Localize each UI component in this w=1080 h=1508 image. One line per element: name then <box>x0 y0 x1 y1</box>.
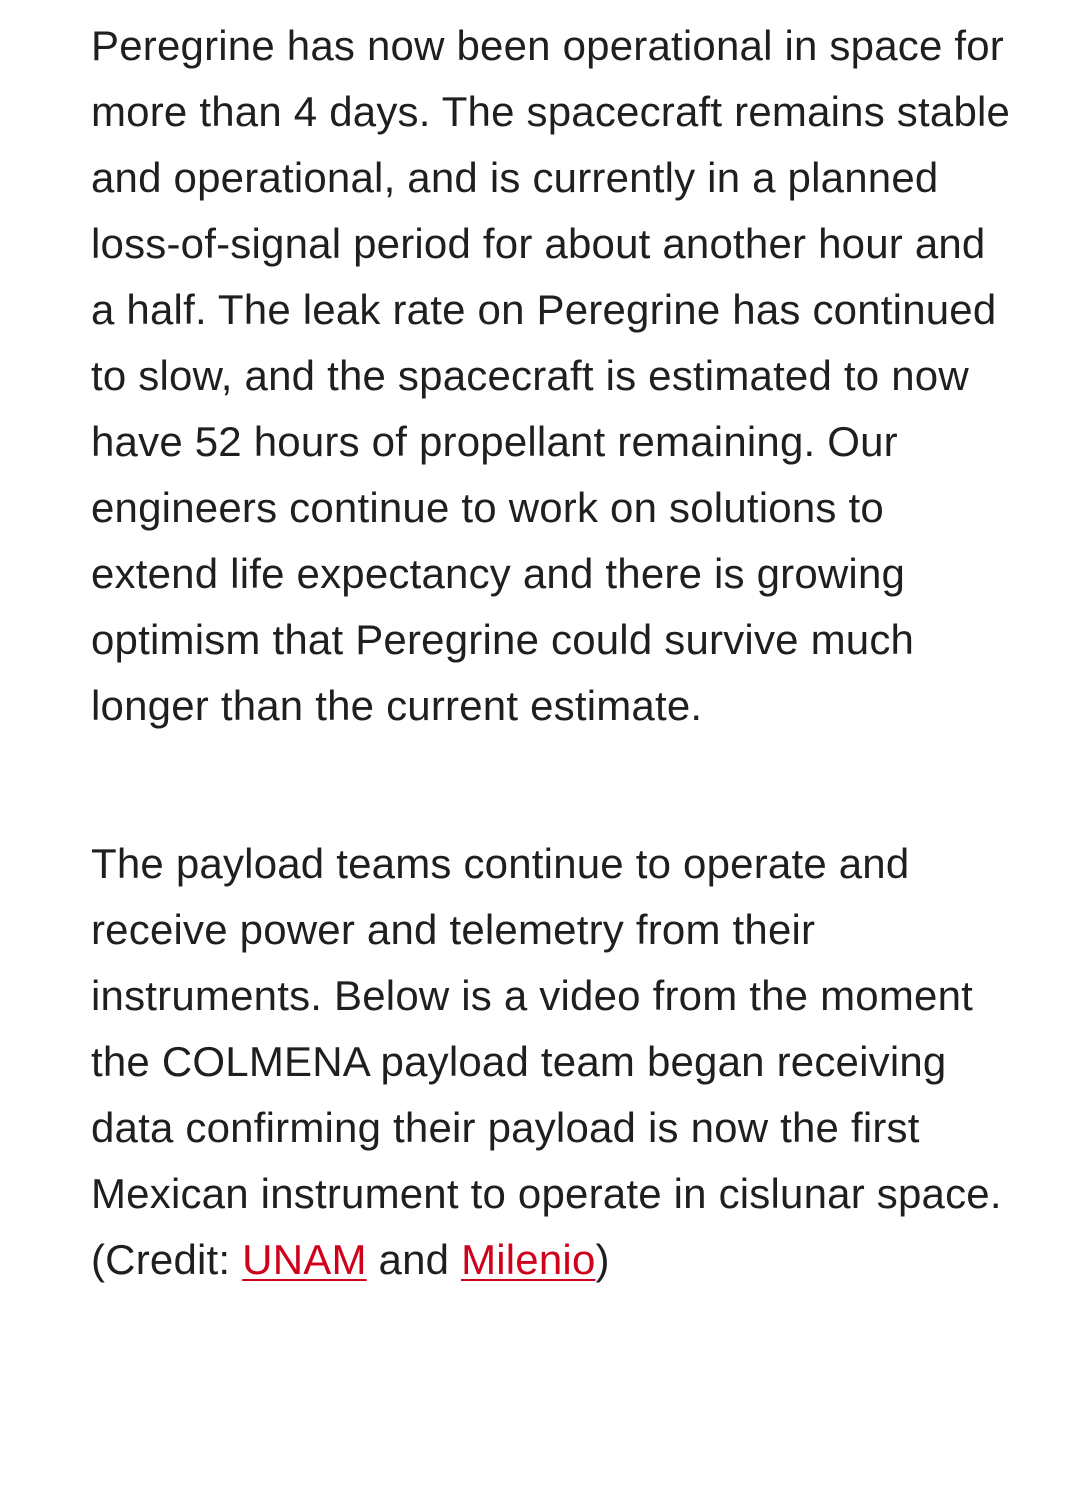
credit-middle: and <box>366 1236 462 1283</box>
credit-suffix: ) <box>595 1236 610 1283</box>
milenio-link[interactable]: Milenio <box>461 1236 596 1283</box>
credit-prefix: (Credit: <box>91 1236 243 1283</box>
unam-link[interactable]: UNAM <box>242 1236 367 1283</box>
paragraph-payload-teams <box>91 831 1011 1293</box>
paragraph-payload-text: The payload teams continue to operate and receive power and telemetry from their instruments. Below is a video from the moment the COLMENA payload team began receiving data confirming their payload is now the first Mexican instrument to operate in cislunar space. <box>91 840 1002 1217</box>
article-body <box>91 13 1011 1293</box>
paragraph-spacer <box>91 739 1011 831</box>
paragraph-peregrine-status: Peregrine has now been operational in space for more than 4 days. The spacecraft remains stable and operational, and is currently in a planned loss-of-signal period for about another hour and a half. The leak rate on Peregrine has continued to slow, and the spacecraft is estimated to now have 52 hours of propellant remaining. Our engineers continue to work on solutions to extend life expectancy and there is growing optimism that Peregrine could survive much longer than the current estimate. <box>91 22 1011 729</box>
